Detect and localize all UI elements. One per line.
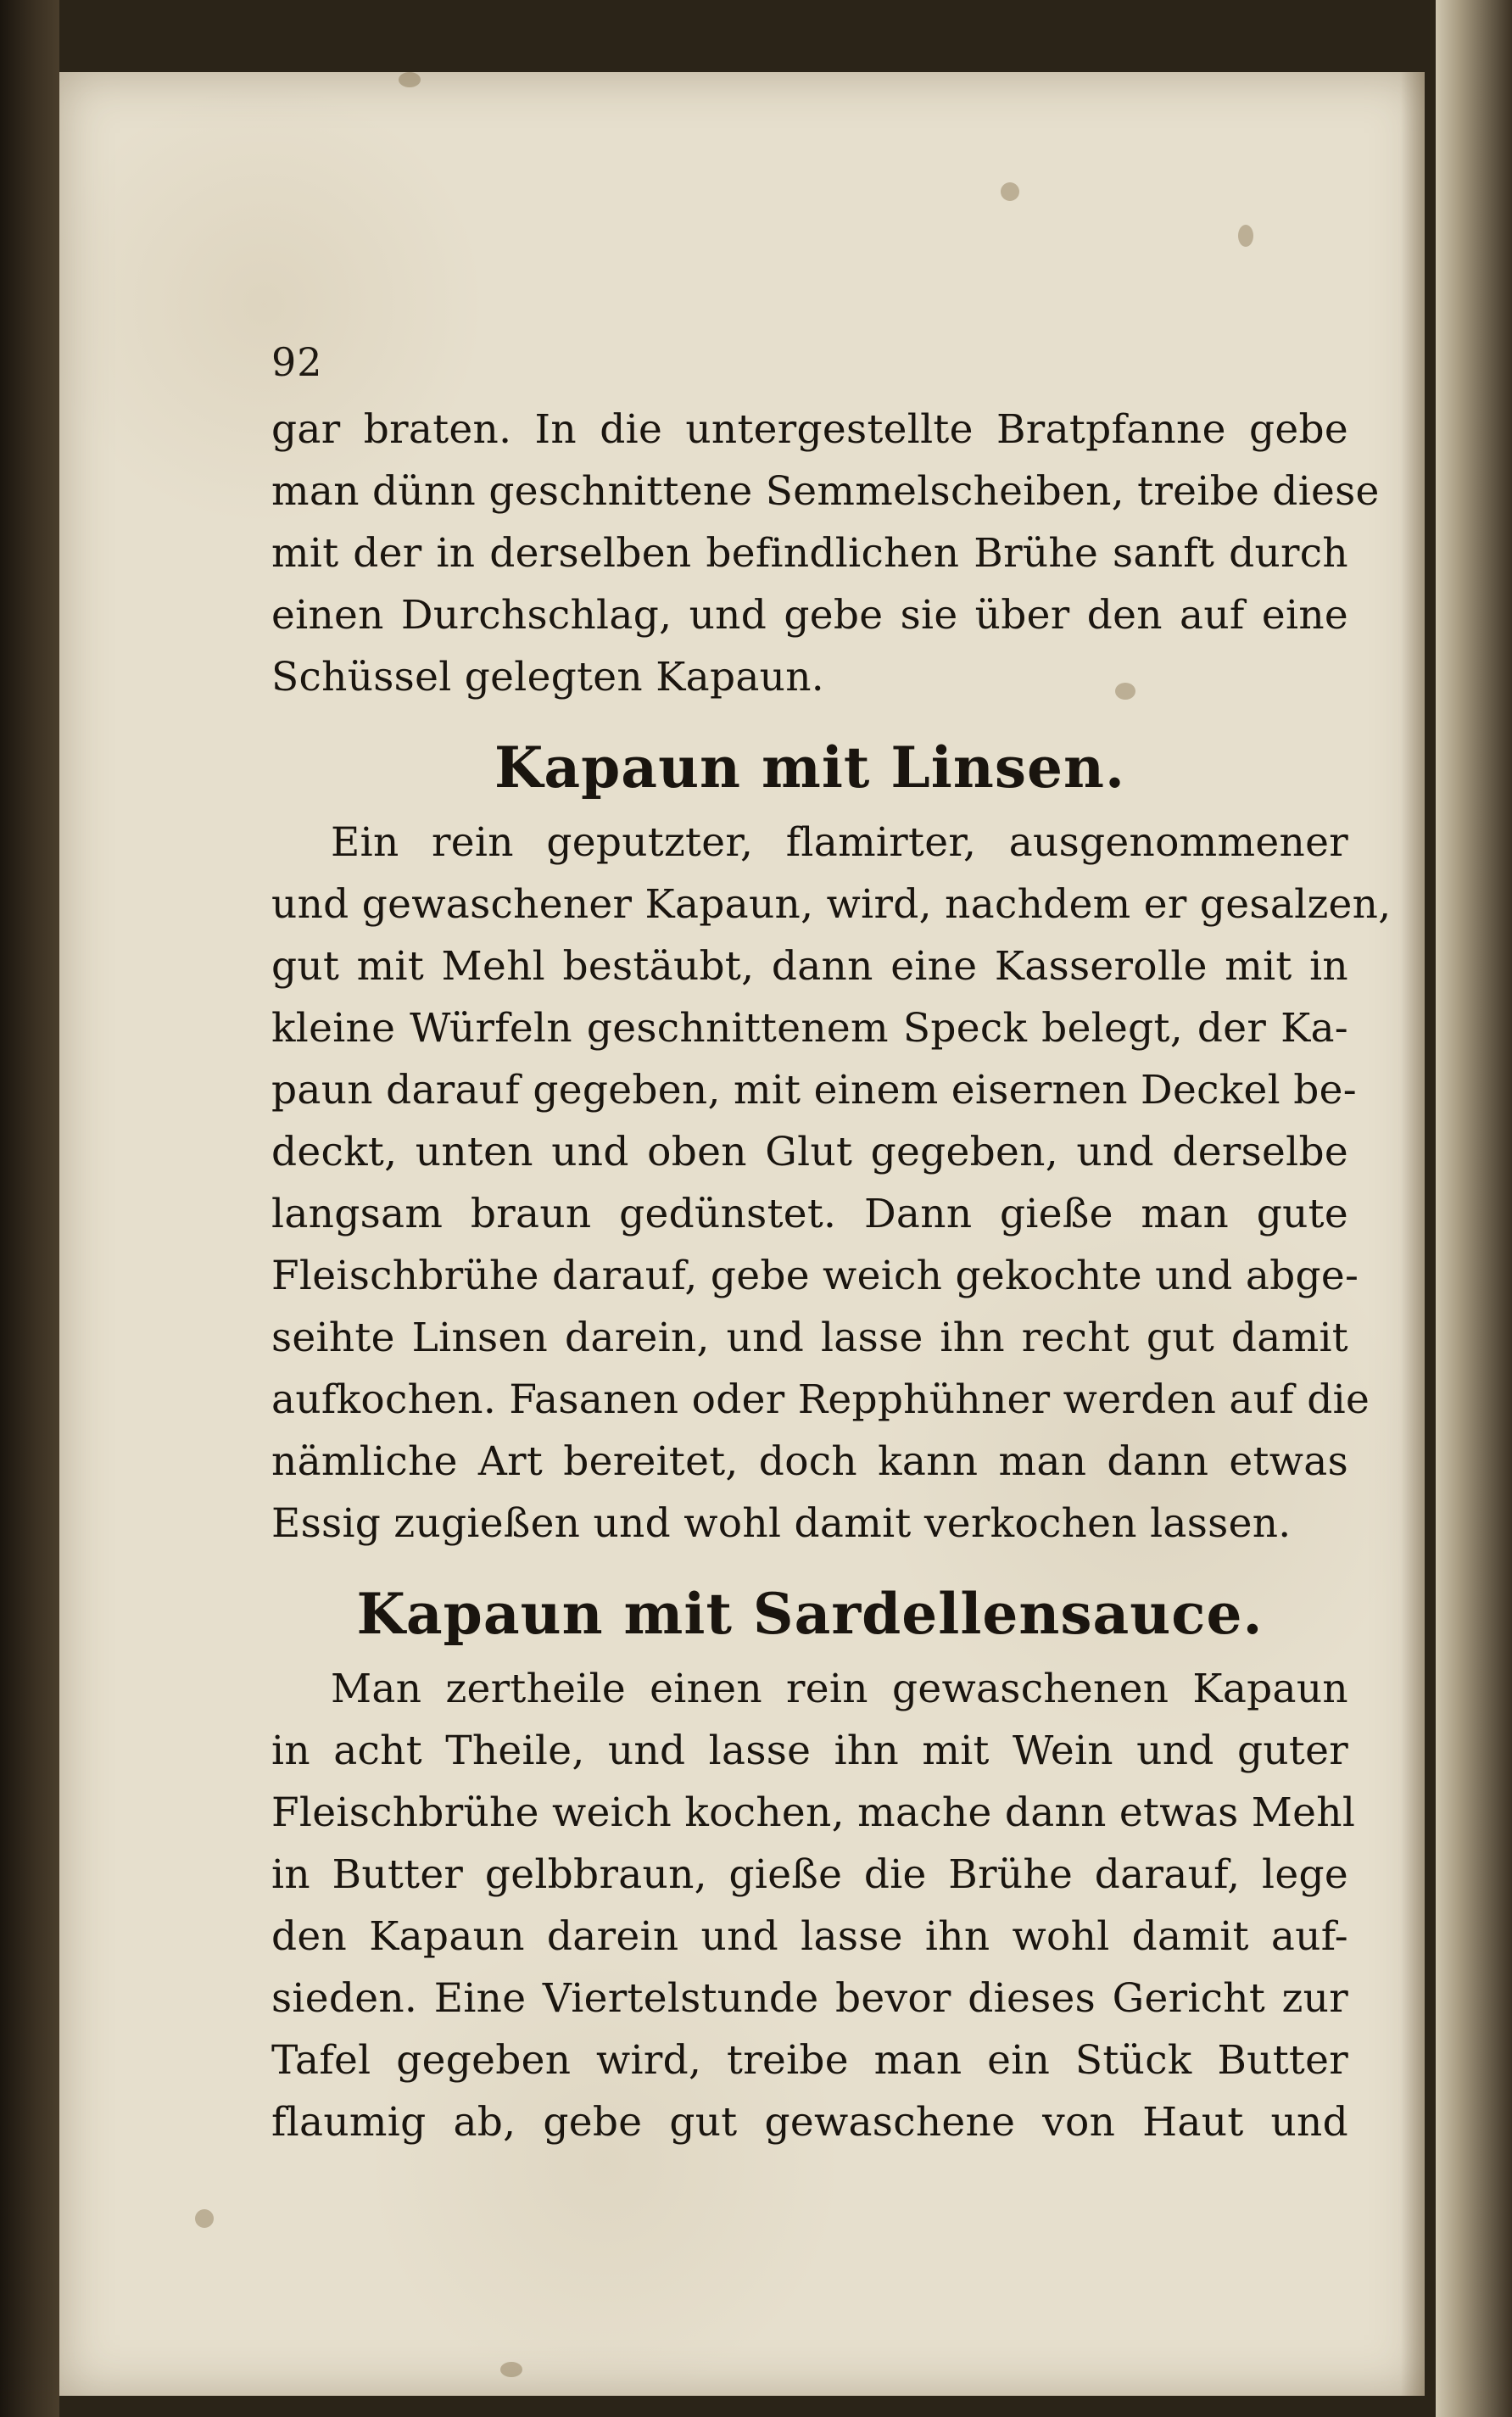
text-line: aufkochen. Fasanen oder Repphühner werden auf die <box>271 1376 1370 1423</box>
text-line: Man zertheile einen rein gewaschenen Kapaun <box>331 1666 1348 1712</box>
page-gutter-shadow <box>1401 72 1425 2396</box>
text-line: paun darauf gegeben, mit einem eisernen Deckel be- <box>271 1067 1357 1114</box>
paper-stain <box>1001 182 1019 201</box>
paper-stain <box>1238 225 1253 247</box>
scan-border-right <box>1436 0 1512 2417</box>
text-line: deckt, unten und oben Glut gegeben, und derselbe <box>271 1129 1348 1175</box>
text-line: man dünn geschnittene Semmelscheiben, treibe diese <box>271 468 1380 515</box>
paper-stain <box>500 2362 522 2377</box>
text-line: und gewaschener Kapaun, wird, nachdem er gesalzen, <box>271 881 1392 928</box>
text-line: Ein rein geputzter, flamirter, ausgenommener <box>331 819 1348 866</box>
section-heading: Kapaun mit Sardellensauce. <box>356 1581 1264 1647</box>
page-number: 92 <box>271 339 323 385</box>
text-line: Fleischbrühe weich kochen, mache dann etwas Mehl <box>271 1789 1356 1836</box>
text-line: den Kapaun darein und lasse ihn wohl damit auf- <box>271 1913 1348 1960</box>
text-line: kleine Würfeln geschnittenem Speck belegt, der Ka- <box>271 1005 1348 1052</box>
book-page <box>59 72 1425 2396</box>
text-line: Fleischbrühe darauf, gebe weich gekochte und abge- <box>271 1253 1359 1299</box>
text-line: flaumig ab, gebe gut gewaschene von Haut und <box>271 2099 1348 2146</box>
page-text <box>271 399 1392 2153</box>
text-line: mit der in derselben befindlichen Brühe sanft durch <box>271 530 1348 577</box>
text-line: in Butter gelbbraun, gieße die Brühe darauf, lege <box>271 1851 1348 1898</box>
paper-stain <box>195 2209 214 2228</box>
text-line: Schüssel gelegten Kapaun. <box>271 654 825 701</box>
text-line: gar braten. In die untergestellte Bratpfanne gebe <box>271 406 1348 453</box>
text-line: Essig zugießen und wohl damit verkochen lassen. <box>271 1500 1292 1547</box>
text-line: seihte Linsen darein, und lasse ihn recht gut damit <box>271 1315 1348 1361</box>
text-line: langsam braun gedünstet. Dann gieße man gute <box>271 1191 1348 1237</box>
text-line: Tafel gegeben wird, treibe man ein Stück Butter <box>271 2037 1348 2084</box>
scan-border-left <box>0 0 59 2417</box>
text-line: in acht Theile, und lasse ihn mit Wein und guter <box>271 1728 1348 1774</box>
text-line: gut mit Mehl bestäubt, dann eine Kasserolle mit in <box>271 943 1348 990</box>
text-line: sieden. Eine Viertelstunde bevor dieses Gericht zur <box>271 1975 1348 2022</box>
text-line: einen Durchschlag, und gebe sie über den auf eine <box>271 592 1348 639</box>
text-line: nämliche Art bereitet, doch kann man dann etwas <box>271 1438 1348 1485</box>
paper-stain <box>399 72 421 87</box>
section-heading: Kapaun mit Linsen. <box>494 734 1125 801</box>
